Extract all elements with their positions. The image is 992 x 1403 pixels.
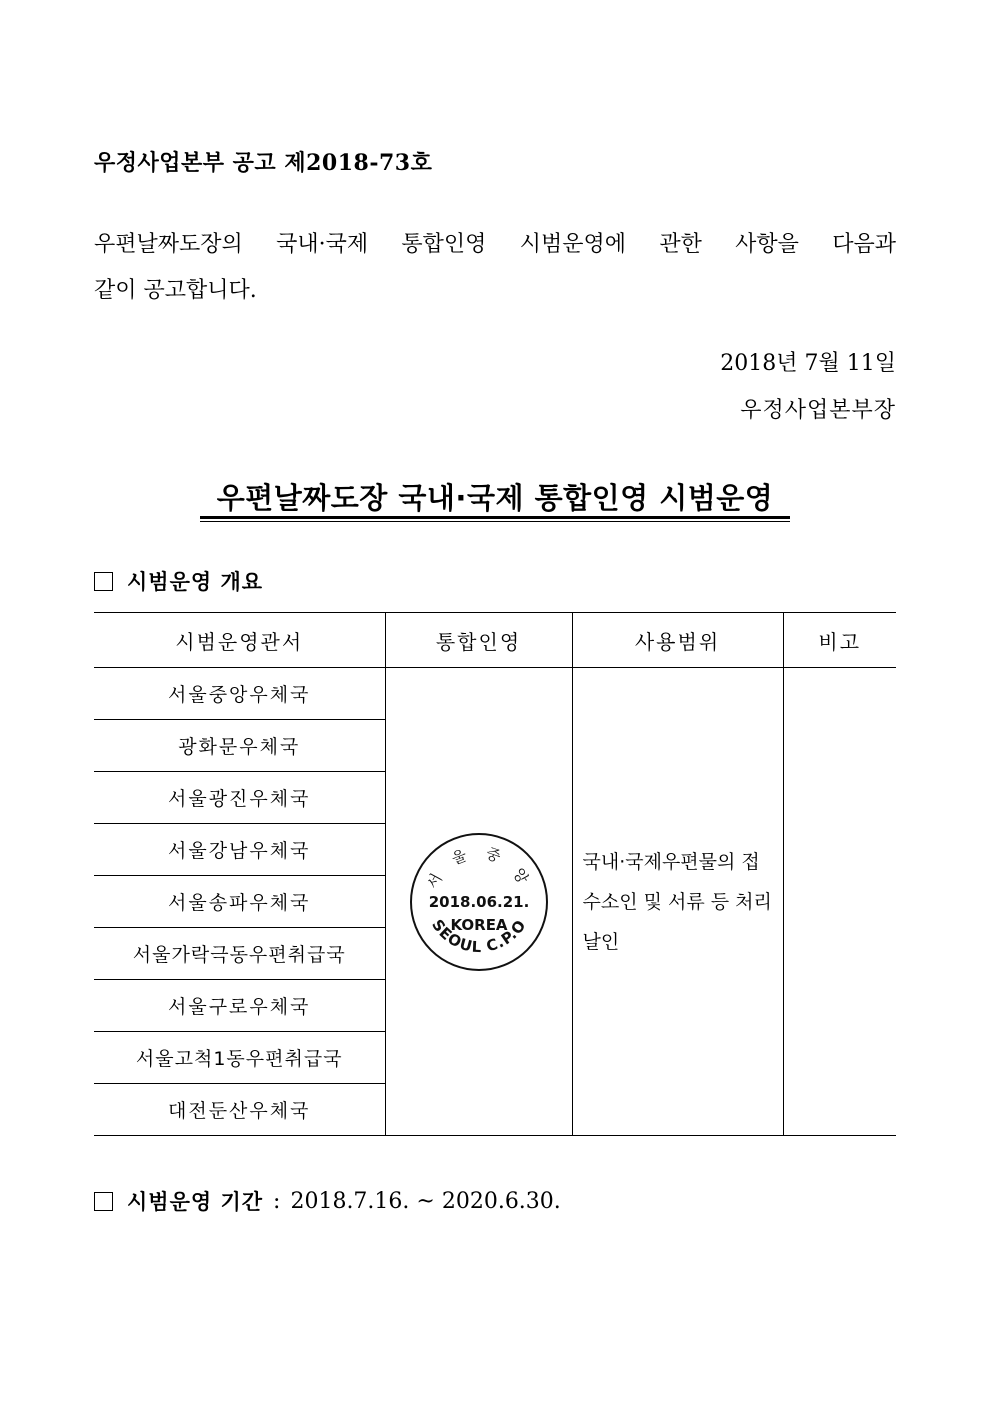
table-row <box>94 668 896 720</box>
stamp-top-text: 서 울 중 앙 <box>422 843 535 892</box>
title-underline <box>200 516 790 522</box>
intro-line-1: 우편날짜도장의 국내·국제 통합인영 시범운영에 관한 사항을 다음과 <box>94 232 896 257</box>
office-cell: 서울광진우체국 <box>94 772 385 824</box>
section-period-separator: : <box>273 1188 281 1214</box>
header-office: 시범운영관서 <box>94 613 385 668</box>
stamp-country: KOREA <box>449 915 508 934</box>
checkbox-icon <box>94 1192 113 1211</box>
table-header-row <box>94 613 896 668</box>
intro-paragraph <box>94 222 896 314</box>
header-usage: 사용범위 <box>572 613 783 668</box>
office-cell: 서울중앙우체국 <box>94 668 385 720</box>
office-cell: 서울송파우체국 <box>94 876 385 928</box>
office-cell: 서울강남우체국 <box>94 824 385 876</box>
checkbox-icon <box>94 572 113 591</box>
office-cell: 서울고척1동우편취급국 <box>94 1032 385 1084</box>
office-cell: 서울구로우체국 <box>94 980 385 1032</box>
section-overview <box>94 566 263 596</box>
postmark-stamp-icon <box>409 832 549 972</box>
notice-issuer: 우정사업본부장 <box>740 398 896 423</box>
office-cell: 서울가락극동우편취급국 <box>94 928 385 980</box>
stamp-bottom-text: SEOUL C.P.O <box>427 915 530 956</box>
header-remarks: 비고 <box>783 613 896 668</box>
usage-scope-cell: 국내·국제우편물의 접수소인 및 서류 등 처리 날인 <box>572 668 783 1136</box>
svg-text:서 울 중 앙 <box>423 844 535 892</box>
document-title: 우편날짜도장 국내·국제 통합인영 시범운영 <box>216 481 774 515</box>
stamp-cell <box>385 668 572 1136</box>
office-cell: 광화문우체국 <box>94 720 385 772</box>
pilot-offices-table <box>94 612 896 1136</box>
notice-number: 우정사업본부 공고 제2018-73호 <box>94 150 433 176</box>
section-overview-label: 시범운영 개요 <box>127 570 264 594</box>
section-period-value: 2018.7.16. ~ 2020.6.30. <box>290 1188 561 1214</box>
office-cell: 대전둔산우체국 <box>94 1084 385 1136</box>
remarks-cell <box>783 668 896 1136</box>
section-period-label: 시범운영 기간 <box>127 1190 264 1214</box>
intro-line-2: 같이 공고합니다. <box>94 278 257 303</box>
notice-date: 2018년 7월 11일 <box>720 351 896 376</box>
stamp-date: 2018.06.21. <box>428 892 529 911</box>
section-period <box>94 1186 561 1216</box>
header-stamp: 통합인영 <box>385 613 572 668</box>
